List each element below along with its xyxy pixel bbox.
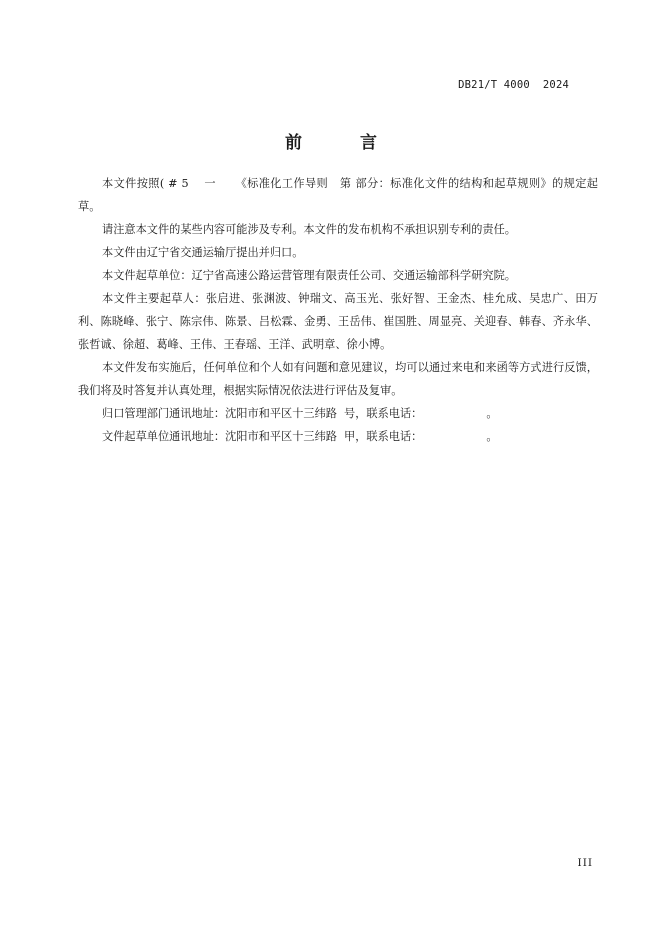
paragraph-admin-address: 归口管理部门通讯地址：沈阳市和平区十三纬路 号，联系电话： 。 (102, 407, 498, 420)
paragraph-patent-notice: 请注意本文件的某些内容可能涉及专利。本文件的发布机构不承担识别专利的责任。 (102, 223, 516, 236)
standard-code-header: DB21/T 4000 2024 (458, 79, 569, 91)
paragraph-feedback: 本文件发布实施后，任何单位和个人如有问题和意见建议，均可以通过来电和来函等方式进行反馈，我们将及时答复并认真处理，根据实际情况依法进行评估及复审。 (78, 361, 598, 397)
paragraph-main-drafters: 本文件主要起草人：张启进、张渊波、钟瑞文、高玉光、张好智、王金杰、桂允成、吴忠广、田万利、陈晓峰、张宁、陈宗伟、陈景、吕松霖、金勇、王岳伟、崔国胜、周显亮、关迎春、韩春、齐永华、张哲诚、徐超、葛峰、王伟、王春瑶、王洋、武明章、徐小博。 (78, 292, 598, 351)
page-number: III (577, 857, 593, 869)
page-title: 前言 (285, 133, 435, 153)
paragraph-drafter-address: 文件起草单位通讯地址：沈阳市和平区十三纬路 甲，联系电话： 。 (102, 430, 498, 443)
paragraph-drafting-units: 本文件起草单位：辽宁省高速公路运营管理有限责任公司、交通运输部科学研究院。 (102, 269, 516, 282)
paragraph-drafting-rules: 本文件按照( # 5 一 《标准化工作导则 第 部分：标准化文件的结构和起草规则》的规定起草。 (78, 177, 598, 213)
foreword-body (78, 172, 598, 448)
paragraph-proposer: 本文件由辽宁省交通运输厅提出并归口。 (102, 246, 304, 259)
